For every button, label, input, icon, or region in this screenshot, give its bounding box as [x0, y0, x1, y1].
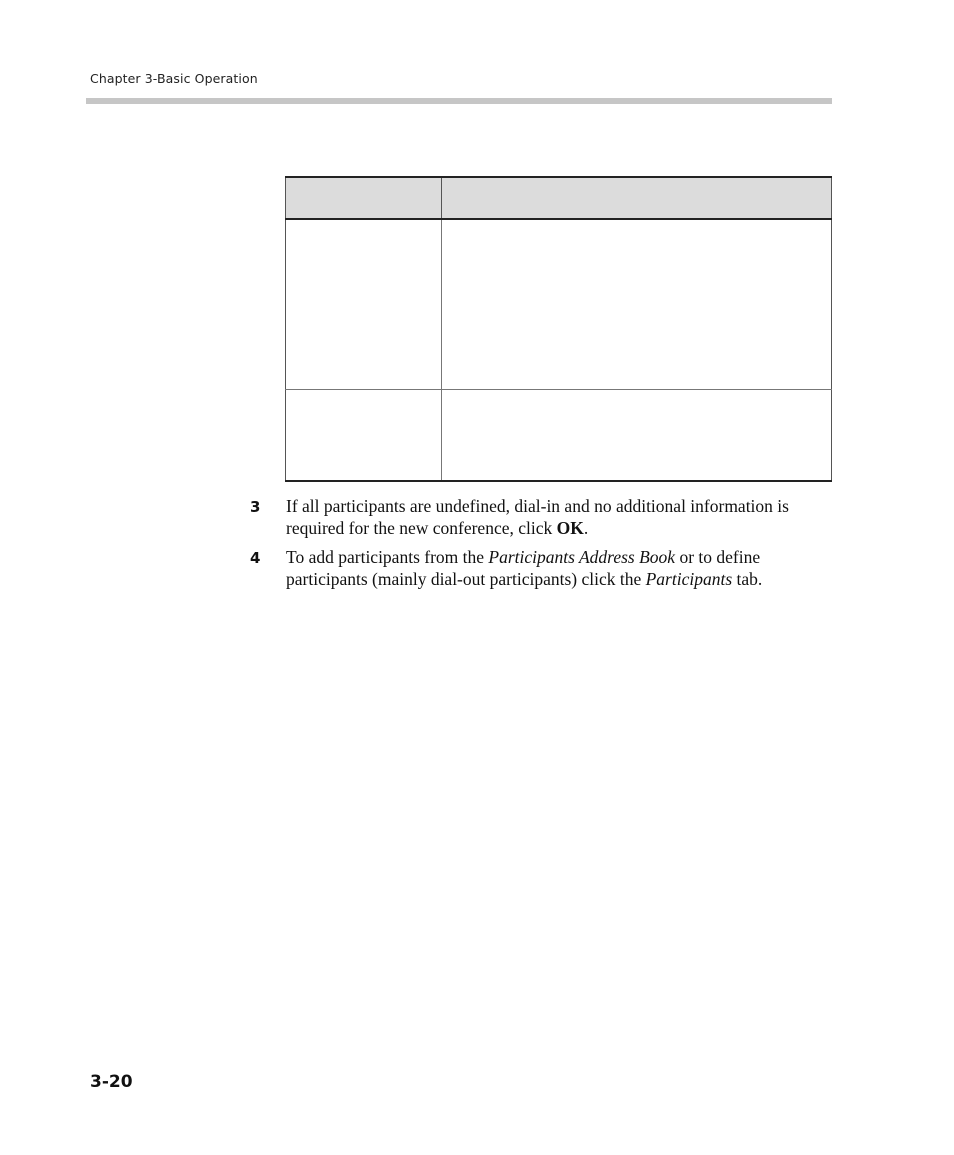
- step-item: [250, 495, 840, 539]
- table-header-cell: [442, 177, 832, 219]
- step-text-part: or to define participants (mainly dial-out participants) click the: [286, 547, 761, 589]
- table-header-cell: [286, 177, 442, 219]
- step-text: [286, 496, 789, 538]
- page-number: 3-20: [90, 1072, 133, 1092]
- address-book-reference: Participants Address Book: [488, 547, 676, 567]
- step-item: [250, 546, 840, 590]
- table-cell: [442, 390, 832, 482]
- step-number: 3: [250, 498, 261, 516]
- step-text-part: .: [583, 518, 589, 538]
- table-header-row: [286, 177, 832, 219]
- participants-tab-reference: Participants: [645, 569, 733, 589]
- table-row: [286, 219, 832, 390]
- ok-button-reference: OK: [556, 518, 584, 538]
- step-list: [250, 495, 840, 597]
- step-number: 4: [250, 549, 261, 567]
- step-text-part: If all participants are undefined, dial-in and no additional information is required for the new conference, click: [286, 496, 789, 538]
- table-row: [286, 390, 832, 482]
- parameter-table: [285, 176, 832, 482]
- step-text-part: To add participants from the: [286, 547, 489, 567]
- table-cell: [286, 219, 442, 390]
- step-text-part: tab.: [732, 569, 763, 589]
- header-rule: [86, 98, 832, 104]
- step-text: [286, 547, 762, 589]
- table-cell: [442, 219, 832, 390]
- running-header: Chapter 3-Basic Operation: [90, 71, 258, 86]
- table-cell: [286, 390, 442, 482]
